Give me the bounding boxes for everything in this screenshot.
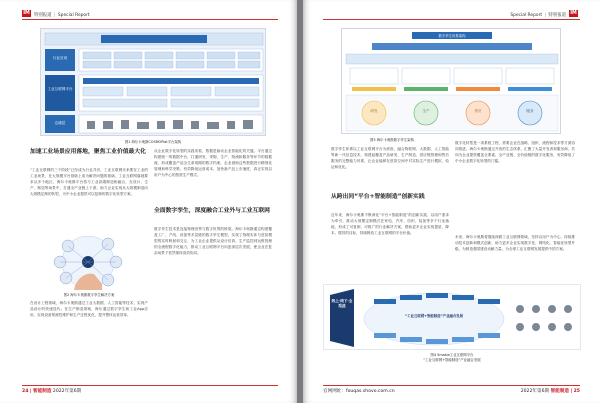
row-label-application: 行业应用	[52, 56, 68, 60]
figure-3-caption: 图3 海尔卡奥斯数字孪生架构	[370, 138, 414, 142]
footer-rule	[323, 385, 580, 386]
architecture-diagram-svg	[41, 29, 266, 136]
figure-1-architecture-diagram	[40, 28, 266, 136]
row-label-edge: 边缘层	[54, 121, 66, 125]
header-section: 特别报道	[548, 13, 566, 18]
right-page-left-col-paragraph-2: 近年来，海尔卡奥斯不断深化“平台+智能制造”的创新实践，以用户需求为牵引，推动大规模定制模式在家电、汽车、纺织、装备等多个行业落地，形成了可复制、可推广的行业解决方案，帮助更多企业实现提质、降本、增效的目标，持续释放工业互联网的平台价值。	[331, 213, 449, 236]
figure-3-digital-twin-diagram	[341, 28, 561, 134]
right-page	[303, 0, 600, 403]
left-page	[0, 0, 297, 403]
website-footer: 官网网址：fouqas.shovo.com.cn	[323, 389, 395, 394]
right-page-left-col-paragraph-1: 数字孪生体系以工业互联网平台为底座，融合物联网、大数据、人工智能等新一代信息技术，构建起覆盖产品研发、生产制造、供应链管理和售后服务的完整能力体系，让企业能够在虚拟空间中对实际生产进行模拟、验证和优化。	[331, 147, 449, 170]
figure-4-side-label: 线上·线下·全渠道	[331, 299, 353, 308]
section-heading-1: 加速工业场景应用落地，聚焦工业价值最大化	[30, 149, 146, 155]
figure-4-subcaption: “工业互联网+智能制造”产业融合发展	[423, 358, 481, 362]
figure-2-caption: 图2 海尔卡奥斯数字孪生解决方案	[63, 293, 115, 297]
header-rule	[323, 19, 580, 20]
left-col-paragraph-1: “工业互联网的三个阶段”已经成为行业共识，工业互联网未来要在工业的工业场景，在大规模平台基础上成为解决问题的基础，工业互联网落地要求从多个地区，海尔卡奥斯平台将与工业高端制造相融合，在设计、生产、制造等场景中，打通全产业链上下游，助力企业实现从大规模制造向大规模定制的转型，为中小企业提供可以复制的数字化转型方案。	[30, 168, 148, 197]
header-section: 特别报道	[34, 13, 52, 18]
twin-box-supply: 供应	[474, 109, 482, 113]
magazine-name: 智能制造	[550, 389, 569, 394]
header-rule	[22, 19, 278, 20]
right-page-right-col-paragraph-2: 未来，海尔卡奥斯将继续深耕工业互联网领域，坚持以用户为中心，持续推动技术创新和模式创新，助力更多企业实现数字化、网络化、智能化转型升级，为制造强国建设贡献力量，为全球工业互联网发展提供中国方案。	[455, 235, 575, 252]
page-number: 25	[573, 389, 580, 394]
twin-box-rd: 研发	[370, 109, 378, 113]
figure-2-photo	[36, 232, 140, 290]
issue-number: 2022年第6期	[520, 389, 550, 394]
right-col-paragraph-1: 从企业数字化转型的实践来看，数据是驱动企业智能化的关键。平台通过构建统一的数据中台，打通研发、采购、生产、物流和服务等环节的数据流，形成覆盖产品全生命周期的数字档案，企业借助这些数据进行精细化管理和科学决策，有效降低运营成本，加快新产品上市速度，真正实现以用户为中心的按需生产模式。	[154, 149, 272, 178]
header-english: Special Report	[57, 13, 90, 18]
page-number: 24	[22, 389, 29, 394]
running-header: 特别报道 | Special Report	[34, 13, 90, 18]
figure-4-caption: 图4 5makia工业互联网平台	[430, 353, 474, 357]
magazine-logo: IM	[570, 11, 577, 16]
right-footer: 2022年第6期 智能制造 | 25	[520, 389, 580, 394]
left-footer: 24 | 智能制造 2022年第6期	[22, 389, 82, 394]
magazine-name: 智能制造	[33, 389, 52, 394]
digital-twin-architecture-svg	[342, 29, 561, 134]
figure-3-title: 数字孪生体系架构	[438, 34, 466, 38]
header-english: Special Report	[510, 13, 543, 18]
magazine-logo: IM	[23, 11, 30, 16]
right-page-right-col-paragraph-1: 数字化转型是一项系统工程，需要企业在战略、组织、流程和技术等方面协同推进。海尔卡奥斯通过开放的生态体系，汇聚了大量开发者和服务商，共同为企业提供覆盖全要素、全产业链、全价值链的数字化服务，有效降低了中小企业数字化转型的门槛。	[455, 141, 575, 164]
figure-4-industry-diagram	[323, 284, 581, 350]
issue-number: 2022年第6期	[52, 389, 82, 394]
figure-1-caption: 图1 海尔卡奥斯COSMOPlat平台架构	[124, 140, 182, 144]
running-header: Special Report | 特别报道	[510, 13, 566, 18]
digital-twin-hand-image	[36, 232, 140, 290]
right-col-paragraph-2: 数字孪生技术是连接物理世界与数字世界的桥梁。海尔卡奥斯通过构建覆盖工厂、产线、设备等多层级的数字孪生模型，实现了物理实体与虚拟模型的实时映射和交互，为工业企业提供从设计仿真、生产监控到运维管理的全流程数字化能力，推动工业互联网平台向更深层次发展，使企业在复杂场景下依然保持高效协同。	[154, 227, 272, 256]
figure-4-center-label: “工业互联网+智能制造”产业融合发展	[404, 314, 464, 318]
twin-box-production: 生产	[422, 109, 430, 113]
section-heading-2: 全面数字孪生，深度融合工业外与工业互联网	[154, 208, 270, 214]
twin-box-service: 服务	[526, 109, 534, 113]
section-heading-3: 从跨出同“平台+智能制造”创新实践	[331, 194, 425, 200]
left-col-paragraph-2: 在设计工程领域，海尔卡奥斯通过工业大数据、人工智能等技术，实现产品设计的快速迭代；在生产制造领域，海尔通过数字孪生和工业App应用，实现设备预测性维护和生产过程优化，提升整体运营效率。	[30, 301, 148, 318]
footer-rule	[22, 385, 278, 386]
row-label-platform: 工业互联网平台	[47, 87, 73, 91]
